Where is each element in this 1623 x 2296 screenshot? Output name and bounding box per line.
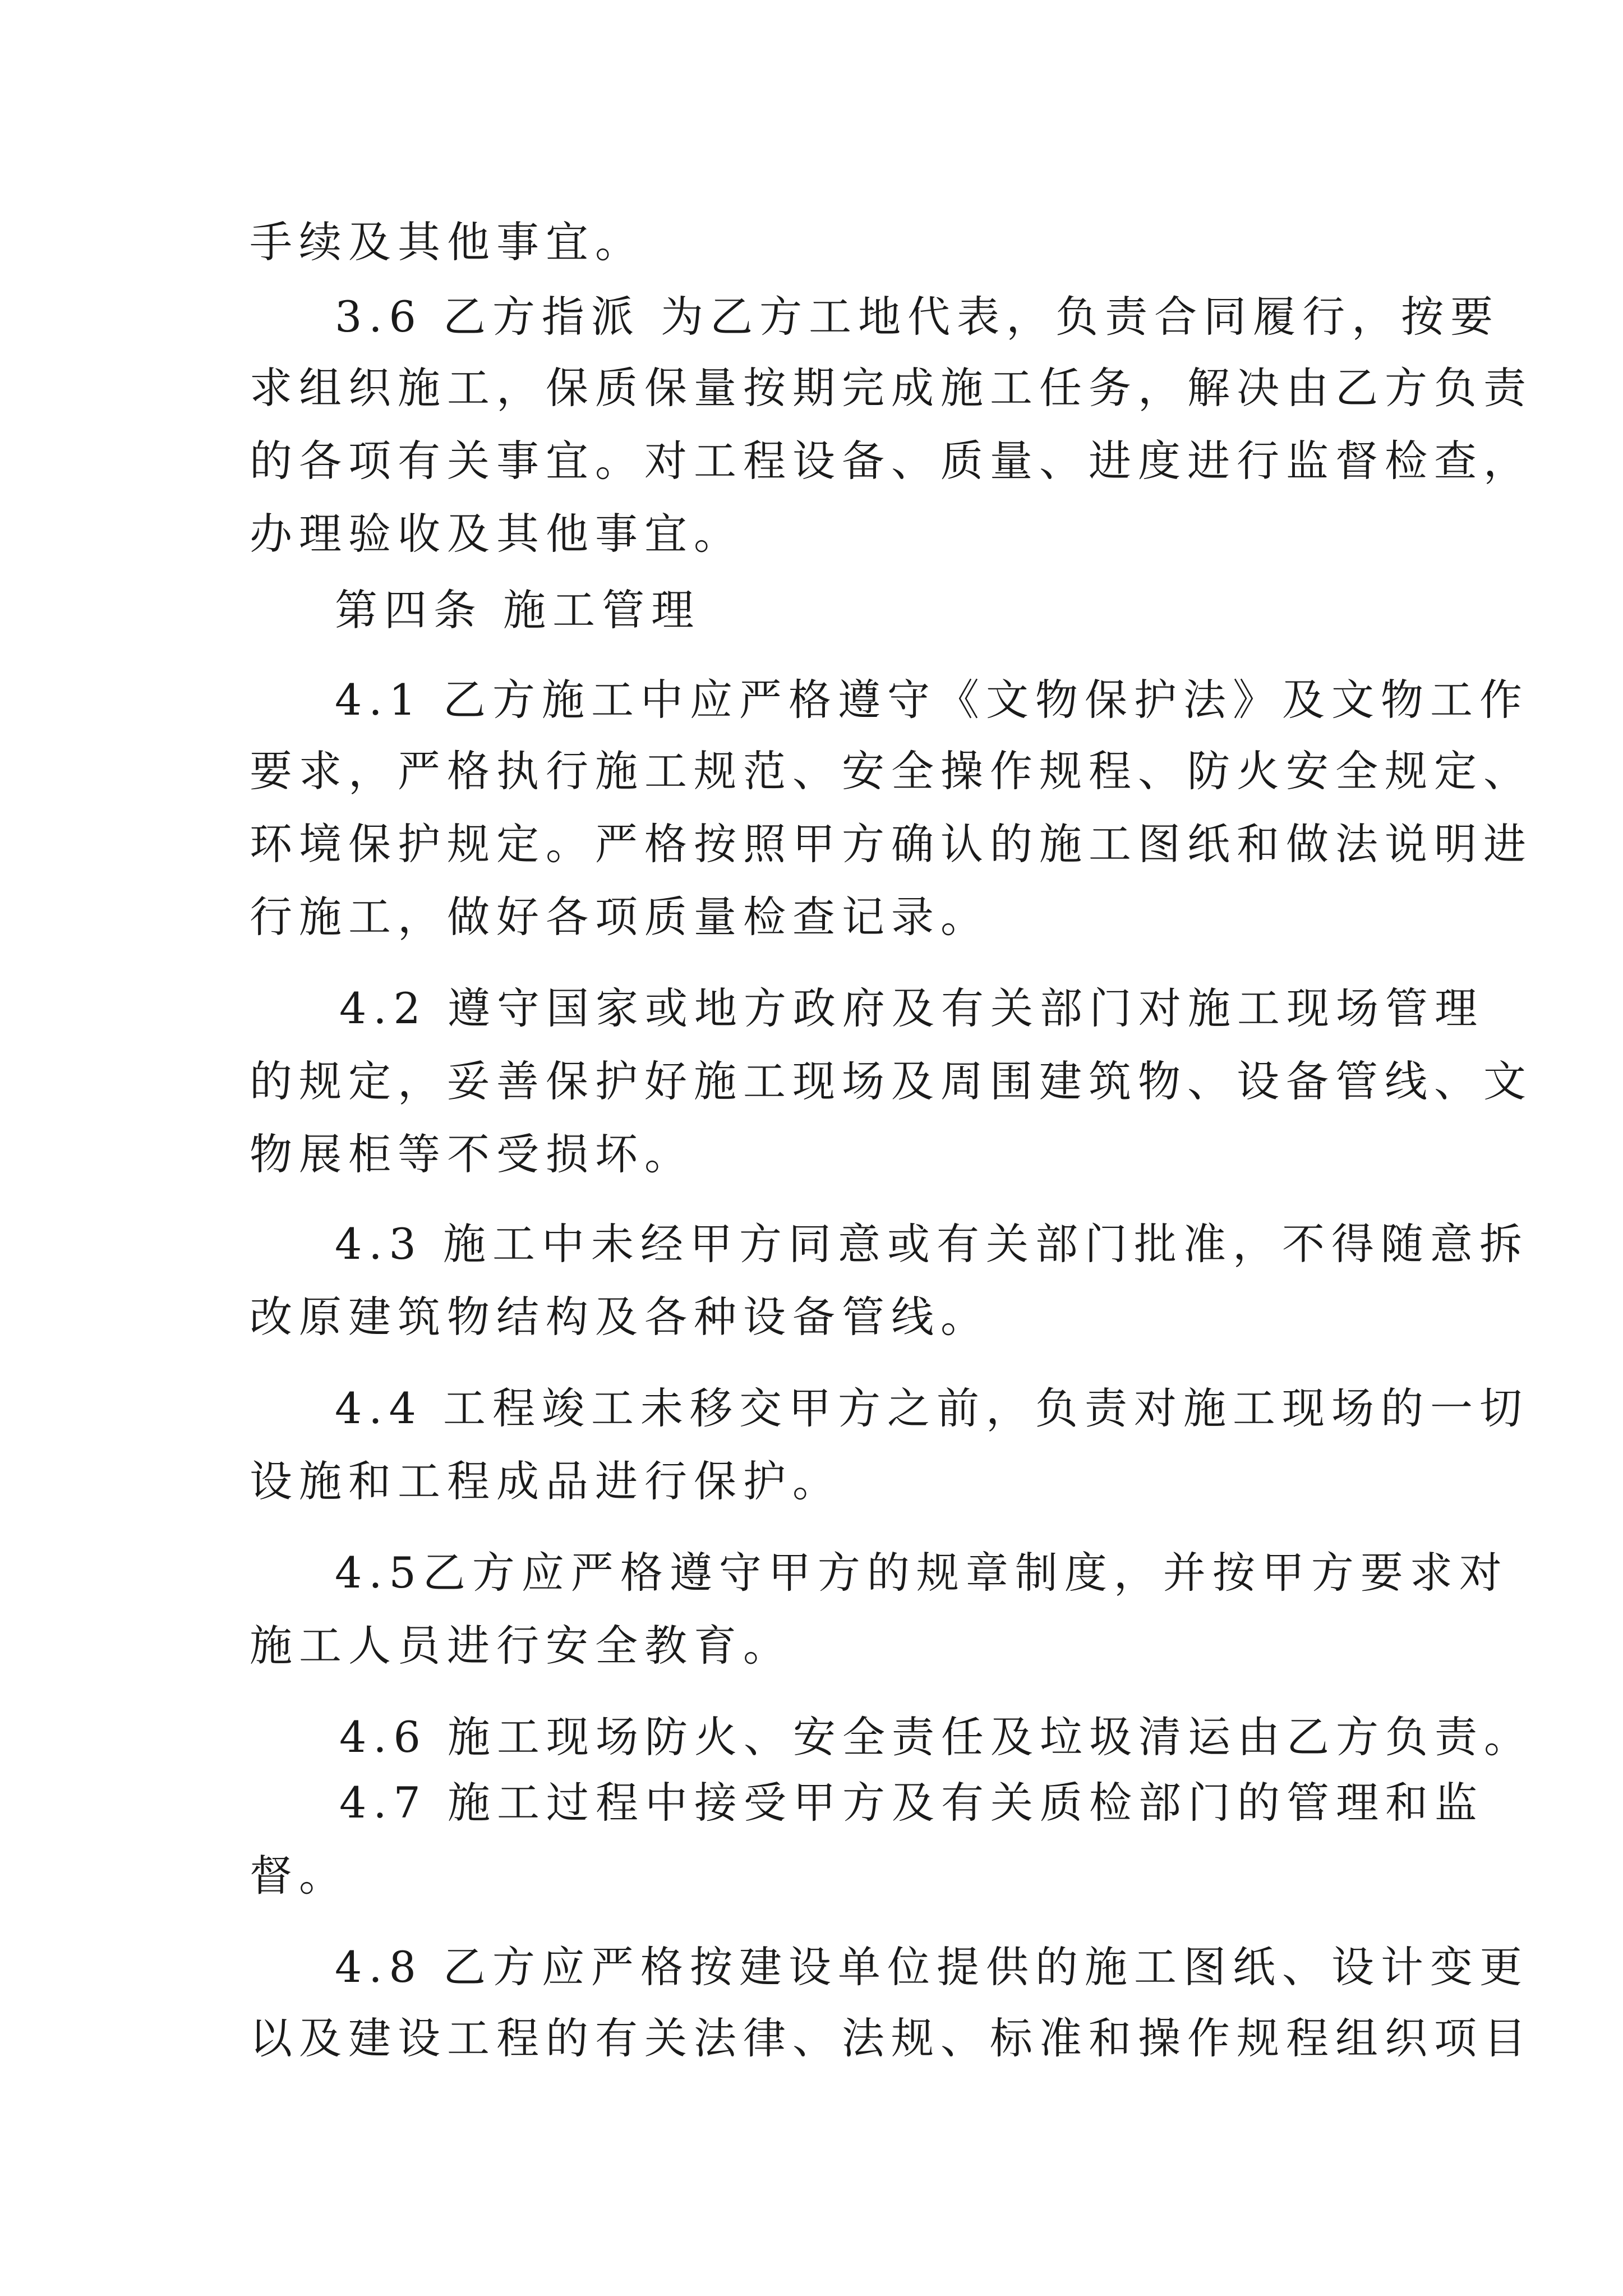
text-line: 4.2 遵守国家或地方政府及有关部门对施工现场管理 (339, 983, 1484, 1033)
text-line: 环境保护规定。严格按照甲方确认的施工图纸和做法说明进 (250, 819, 1533, 869)
text-line: 督。 (250, 1851, 348, 1901)
text-line: 4.6 施工现场防火、安全责任及垃圾清运由乙方负责。 (339, 1712, 1534, 1762)
text-line: 施工人员进行安全教育。 (250, 1621, 792, 1671)
text-line: 求组织施工，保质保量按期完成施工任务，解决由乙方负责 (250, 363, 1533, 413)
text-line: 4.1 乙方施工中应严格遵守《文物保护法》及文物工作 (335, 675, 1529, 725)
text-line: 手续及其他事宜。 (250, 217, 644, 267)
text-line: 4.3 施工中未经甲方同意或有关部门批准，不得随意拆 (335, 1219, 1529, 1269)
text-line: 的规定，妥善保护好施工现场及周围建筑物、设备管线、文 (250, 1056, 1533, 1106)
text-line: 办理验收及其他事宜。 (250, 509, 743, 559)
text-line: 改原建筑物结构及各种设备管线。 (250, 1292, 990, 1342)
text-line: 的各项有关事宜。对工程设备、质量、进度进行监督检查， (250, 436, 1533, 486)
section-heading: 第四条 施工管理 (335, 585, 701, 635)
text-line: 要求，严格执行施工规范、安全操作规程、防火安全规定、 (250, 746, 1533, 796)
text-line: 4.5乙方应严格遵守甲方的规章制度，并按甲方要求对 (335, 1548, 1509, 1598)
text-line: 4.8 乙方应严格按建设单位提供的施工图纸、设计变更 (335, 1942, 1529, 1992)
text-line: 3.6 乙方指派 为乙方工地代表，负责合同履行，按要 (335, 292, 1500, 342)
text-line: 行施工，做好各项质量检查记录。 (250, 892, 990, 942)
text-line: 以及建设工程的有关法律、法规、标准和操作规程组织项目 (250, 2013, 1533, 2063)
text-line: 4.7 施工过程中接受甲方及有关质检部门的管理和监 (339, 1778, 1484, 1828)
text-line: 物展柜等不受损坏。 (250, 1129, 694, 1179)
text-line: 4.4 工程竣工未移交甲方之前，负责对施工现场的一切 (335, 1383, 1529, 1433)
text-line: 设施和工程成品进行保护。 (250, 1456, 842, 1506)
